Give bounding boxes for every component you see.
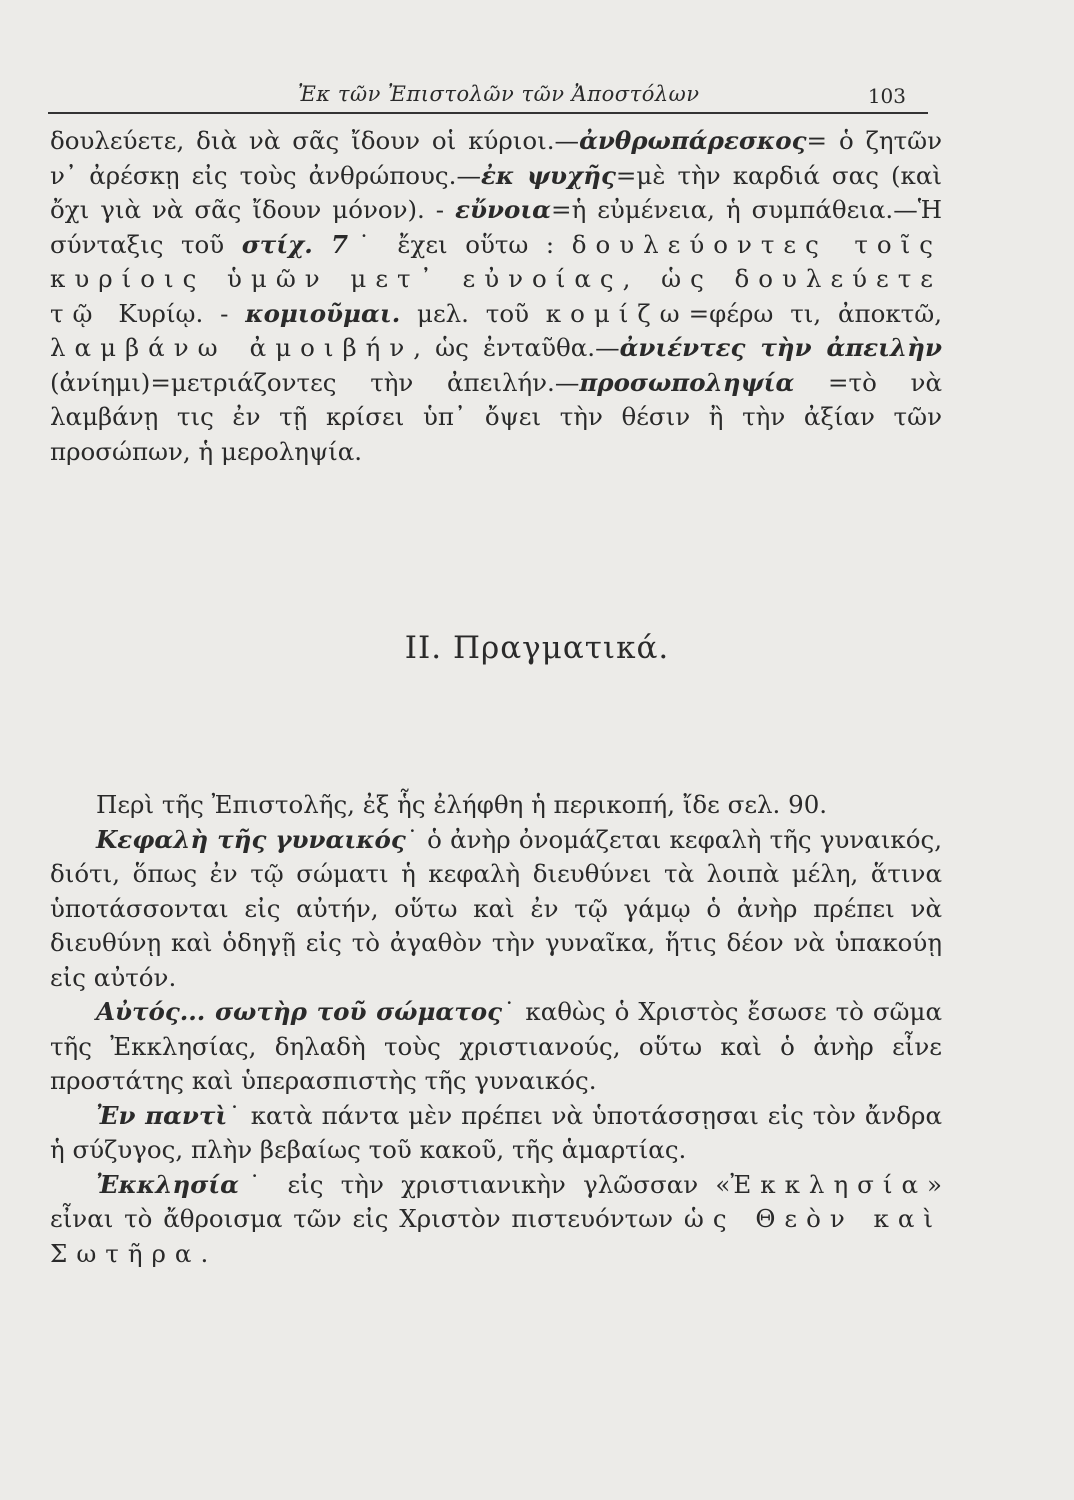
note-text: μελ. τοῦ: [400, 298, 546, 328]
paragraph-term: Ἐν παντὶ: [96, 1100, 228, 1130]
spaced-quote: Ἐκκλησία: [730, 1169, 927, 1199]
note-text: (ἀνίημι)=μετριάζοντες τὴν ἀπειλήν.—: [50, 367, 580, 397]
note-term: εὔνοια: [455, 195, 552, 224]
note-text: Κυρίῳ. -: [101, 298, 246, 328]
paragraph-text: » εἶναι τὸ ἄθροισμα τῶν εἰς Χριστὸν πιστευόντων: [50, 1169, 942, 1233]
note-text: =τὸ νὰ λαμβάνῃ τις ἐν τῇ κρίσει ὑπ᾽ ὄψει τὴν θέσιν ἢ τὴν ἀξίαν τῶν προσώπων, ἡ μεροληψία.: [50, 367, 942, 466]
note-text: = ὁ ζητῶν ν᾽ ἀρέσκῃ εἰς τοὺς ἀνθρώπους.—: [50, 126, 942, 190]
note-term: στίχ. 7: [241, 229, 349, 259]
intro-paragraph: Περὶ τῆς Ἐπιστολῆς, ἐξ ἧς ἐλήφθη ἡ περικοπή, ἴδε σελ. 90.: [96, 790, 828, 819]
paragraph-term: Ἐκκλησία: [96, 1169, 239, 1199]
note-text: , ὡς ἐνταῦθα.—: [413, 333, 620, 362]
running-title: Ἐκ τῶν Ἐπιστολῶν τῶν Ἀποστόλων: [298, 82, 700, 106]
spaced-quote: ὡς Θεὸν καὶ Σωτῆρα: [50, 1204, 942, 1268]
paragraph-term: Αὐτός... σωτὴρ τοῦ σώματος: [96, 997, 503, 1026]
paragraph-en-panti: [50, 1099, 942, 1168]
section-body: [50, 788, 942, 1271]
page-header: [48, 78, 928, 114]
paragraph-text: ˙ κατὰ πάντα μὲν πρέπει νὰ ὑποτάσσῃσαι εἰς τὸν ἄνδρα ἡ σύζυγος, πλὴν βεβαίως τοῦ κακοῦ, τῆς ἁμαρτίας.: [50, 1100, 942, 1164]
note-term: ἀνθρωπάρεσκος: [579, 126, 807, 155]
spaced-quote: λαμβάνω ἀμοιβήν: [50, 333, 414, 362]
spaced-quote: κομίζω: [545, 298, 689, 328]
section-heading: ΙΙ. Πραγματικά.: [404, 630, 670, 666]
paragraph-term: Κεφαλὴ τῆς γυναικός: [96, 824, 406, 854]
note-text: ˙ ἔχει οὕτω :: [348, 229, 572, 259]
paragraph-text: ˙ ὁ ἀνὴρ ὀνομάζεται κεφαλὴ τῆς γυναικός, διότι, ὅπως ἐν τῷ σώματι ἡ κεφαλὴ διευθύνει τὰ λοιπὰ μέλη, ἅτινα ὑποτάσσονται εἰς αὐτήν, οὕτω καὶ ἐν τῷ γάμῳ ὁ ἀνὴρ πρέπει νὰ διευθύνῃ καὶ ὁδηγῇ εἰς τὸ ἀγαθὸν τὴν γυναῖκα, ἥτις δέον νὰ ὑπακούῃ εἰς αὐτόν.: [50, 824, 942, 992]
note-term: ἐκ ψυχῆς: [480, 160, 616, 190]
note-text: =ἡ εὐμένεια, ἡ συμπάθεια.—Ἡ σύνταξις τοῦ: [50, 195, 943, 259]
note-text: =φέρω τι, ἀποκτῶ,: [688, 298, 942, 328]
paragraph-ekklisia: [50, 1168, 942, 1272]
paragraph-text: ˙ εἰς τὴν χριστιανικὴν γλῶσσαν «: [238, 1169, 731, 1199]
page-number: 103: [867, 84, 906, 108]
note-term: κομιοῦμαι.: [245, 298, 401, 328]
paragraph-kefali: [50, 823, 942, 996]
note-term: ἀνιέντες τὴν ἀπειλὴν: [619, 333, 942, 362]
notes-paragraph: [50, 124, 942, 469]
note-term: προσωποληψία: [579, 367, 795, 397]
glossary-notes: [50, 124, 942, 469]
paragraph-sotir: [50, 995, 942, 1099]
paragraph-text: .: [200, 1238, 209, 1268]
spaced-quote: δουλεύοντες τοῖς κυρίοις ὑμῶν μετ᾽ εὐνοίας, ὡς δουλεύετε τῷ: [50, 229, 942, 328]
note-text: δουλεύετε, διὰ νὰ σᾶς ἴδουν οἱ κύριοι.—: [50, 126, 580, 155]
note-text: =μὲ τὴν καρδιά σας (καὶ ὄχι γιὰ νὰ σᾶς ἴδουν μόνον). -: [50, 160, 942, 224]
paragraph-text: ˙ καθὼς ὁ Χριστὸς ἔσωσε τὸ σῶμα τῆς Ἐκκλησίας, δηλαδὴ τοὺς χριστιανούς, οὕτω καὶ ὁ ἀνὴρ εἶνε προστάτης καὶ ὑπερασπιστὴς τῆς γυναικός.: [50, 997, 942, 1095]
